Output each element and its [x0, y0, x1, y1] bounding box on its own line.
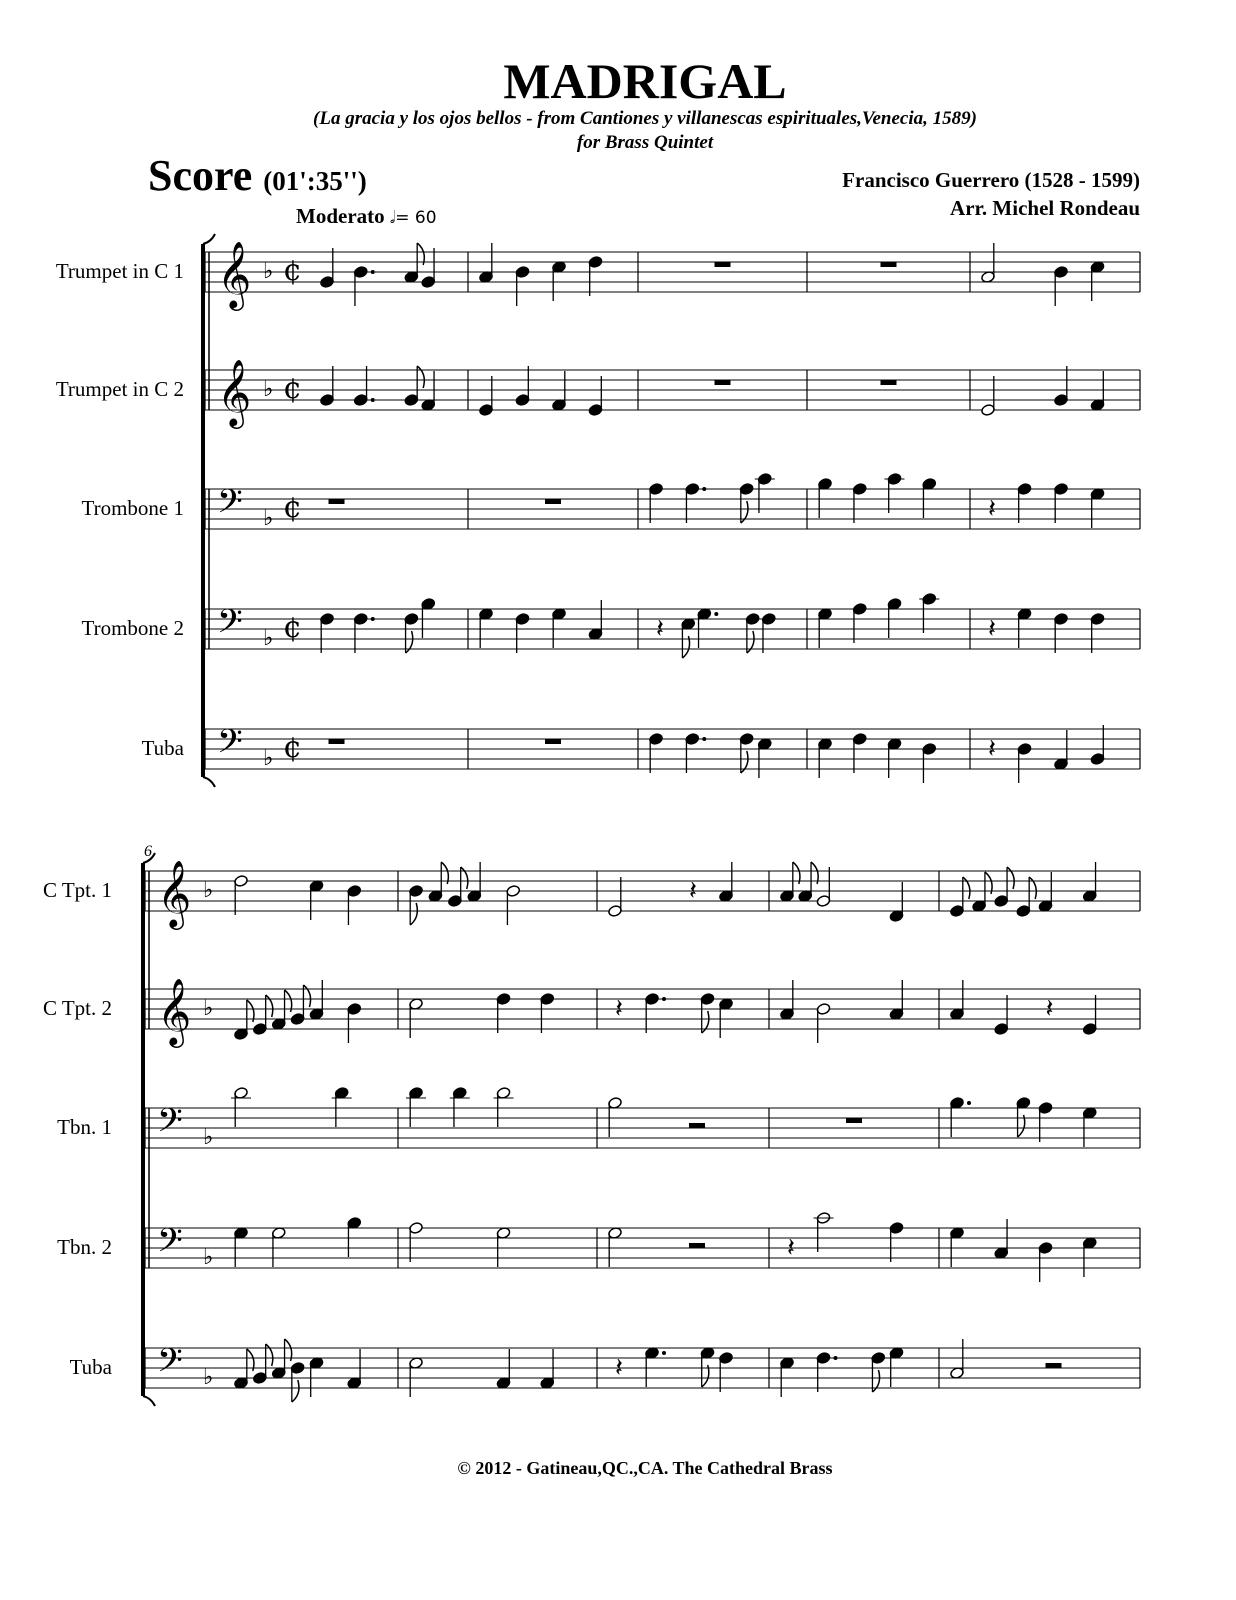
whole-rest: [545, 499, 561, 504]
instrument-label: C Tpt. 2: [42, 996, 112, 1020]
eighth-flag: [417, 366, 424, 388]
augmentation-dot: [662, 1351, 666, 1355]
eighth-flag: [266, 1344, 273, 1366]
flat-icon: ♭: [203, 1365, 214, 1390]
flat-icon: ♭: [263, 626, 274, 651]
arranger: Arr. Michel Rondeau: [950, 196, 1140, 220]
eighth-flag: [747, 631, 754, 653]
instrument-label: Trombone 2: [81, 616, 184, 640]
eighth-flag: [872, 1370, 879, 1392]
cut-time-icon: ¢: [283, 610, 303, 645]
bass-clef-icon: 𝄢: [217, 483, 243, 529]
bass-clef-icon: 𝄢: [157, 1342, 183, 1388]
instrument-label: Tuba: [69, 1355, 112, 1379]
eighth-flag: [702, 1011, 709, 1033]
tempo-word: Moderato: [296, 204, 385, 228]
cut-time-icon: ¢: [283, 730, 303, 765]
augmentation-dot: [834, 1356, 838, 1360]
quarter-rest: 𝄽: [689, 876, 697, 906]
bass-clef-icon: 𝄢: [157, 1222, 183, 1268]
quarter-rest: 𝄽: [615, 1353, 623, 1383]
flat-icon: ♭: [263, 506, 274, 531]
half-rest: [689, 1243, 705, 1248]
eighth-flag: [406, 631, 413, 653]
augmentation-dot: [371, 617, 375, 621]
eighth-flag: [410, 903, 417, 925]
system-bracket: [143, 1396, 155, 1406]
flat-icon: ♭: [203, 878, 214, 903]
bass-clef-icon: 𝄢: [217, 603, 243, 649]
instrument-label: C Tpt. 1: [42, 878, 112, 902]
eighth-flag: [303, 985, 310, 1007]
bass-clef-icon: 𝄢: [157, 1102, 183, 1148]
treble-clef-icon: 𝄞: [217, 358, 252, 426]
instrument-label: Tbn. 2: [57, 1235, 112, 1259]
eighth-flag: [1007, 867, 1014, 889]
augmentation-dot: [702, 487, 706, 491]
half-rest: [689, 1123, 705, 1128]
half-note-icon: 𝅗𝅥: [389, 208, 396, 228]
flat-icon: ♭: [203, 1245, 214, 1270]
instrumentation-line: for Brass Quintet: [576, 132, 714, 153]
eighth-flag: [741, 501, 748, 523]
instrument-label: Trumpet in C 2: [55, 377, 184, 401]
cut-time-icon: ¢: [283, 253, 303, 288]
eighth-flag: [741, 751, 748, 773]
augmentation-dot: [967, 1101, 971, 1105]
quarter-rest: 𝄽: [1045, 994, 1054, 1024]
quarter-rest: 𝄽: [988, 614, 996, 644]
system-bracket: [203, 777, 215, 787]
whole-rest: [329, 499, 345, 504]
augmentation-dot: [662, 997, 666, 1001]
whole-rest: [545, 739, 561, 744]
system-bracket: [203, 234, 215, 244]
quarter-rest: 𝄽: [615, 994, 623, 1024]
whole-rest: [881, 262, 897, 267]
augmentation-dot: [371, 270, 375, 274]
quarter-rest: 𝄽: [787, 1233, 795, 1263]
cut-time-icon: ¢: [283, 371, 303, 406]
composer: Francisco Guerrero (1528 - 1599): [842, 168, 1140, 192]
bass-clef-icon: 𝄢: [217, 723, 243, 769]
eighth-flag: [292, 1380, 299, 1402]
score-title: MADRIGAL: [503, 53, 787, 109]
treble-clef-icon: 𝄞: [157, 977, 192, 1045]
score-word: Score: [148, 151, 253, 200]
treble-clef-icon: 𝄞: [157, 859, 192, 927]
cut-time-icon: ¢: [283, 490, 303, 525]
half-rest: [1046, 1363, 1062, 1368]
duration: (01':35''): [263, 166, 367, 196]
whole-rest: [715, 262, 731, 267]
flat-icon: ♭: [263, 259, 274, 284]
measure-number: 6: [144, 843, 152, 860]
eighth-flag: [266, 995, 273, 1017]
quarter-rest: 𝄽: [988, 494, 996, 524]
augmentation-dot: [702, 737, 706, 741]
whole-rest: [881, 380, 897, 385]
augmentation-dot: [714, 612, 718, 616]
augmentation-dot: [371, 398, 375, 402]
whole-rest: [715, 380, 731, 385]
eighth-flag: [461, 867, 468, 889]
instrument-label: Trumpet in C 1: [55, 259, 184, 283]
flat-icon: ♭: [203, 1125, 214, 1150]
flat-icon: ♭: [203, 996, 214, 1021]
tempo-bpm: = 60: [395, 208, 437, 228]
eighth-flag: [963, 877, 970, 899]
instrument-label: Tuba: [141, 736, 184, 760]
quarter-rest: 𝄽: [988, 734, 996, 764]
quarter-rest: 𝄽: [656, 614, 664, 644]
whole-rest: [329, 739, 345, 744]
instrument-label: Tbn. 1: [57, 1115, 112, 1139]
flat-icon: ♭: [263, 377, 274, 402]
treble-clef-icon: 𝄞: [217, 240, 252, 308]
score-subtitle: (La gracia y los ojos bellos - from Cantiones y villanescas espirituales,Venecia, 1589): [313, 108, 977, 129]
eighth-flag: [1029, 877, 1036, 899]
whole-rest: [846, 1118, 862, 1123]
copyright-footer: © 2012 - Gatineau,QC.,CA. The Cathedral Brass: [457, 1458, 833, 1478]
flat-icon: ♭: [263, 746, 274, 771]
instrument-label: Trombone 1: [81, 496, 184, 520]
